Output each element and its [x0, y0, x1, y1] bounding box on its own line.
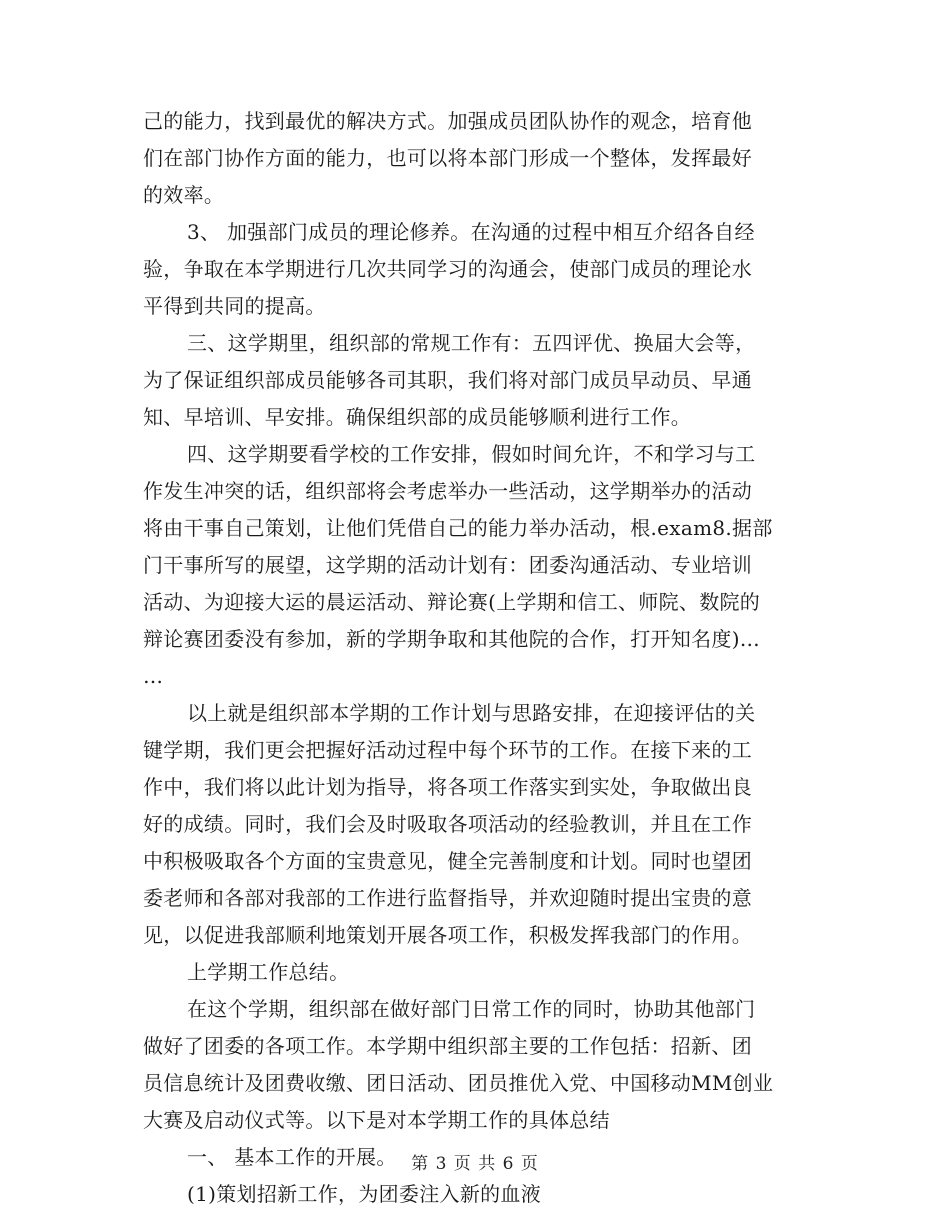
text-line: 三、这学期里，组织部的常规工作有：五四评优、换届大会等， — [187, 331, 756, 355]
text-line: 为了保证组织部成员能够各司其职，我们将对部门成员早动员、早通 — [143, 368, 752, 392]
text-line: 委老师和各部对我部的工作进行监督指导，并欢迎随时提出宝贵的意 — [143, 886, 752, 910]
text-line: … — [143, 664, 164, 688]
text-line: 在这个学期，组织部在做好部门日常工作的同时，协助其他部门 — [187, 997, 756, 1021]
text-line: 验，争取在本学期进行几次共同学习的沟通会，使部门成员的理论水 — [143, 257, 752, 281]
text-line: 大赛及启动仪式等。以下是对本学期工作的具体总结 — [143, 1108, 610, 1132]
text-line: 见，以促进我部顺利地策划开展各项工作，积极发挥我部门的作用。 — [143, 923, 752, 947]
text-line: 以上就是组织部本学期的工作计划与思路安排，在迎接评估的关 — [187, 701, 756, 725]
text-line: 员信息统计及团费收缴、团日活动、团员推优入党、中国移动MM创业 — [143, 1071, 774, 1095]
text-line: (1)策划招新工作，为团委注入新的血液 — [187, 1182, 542, 1206]
text-line: 作中，我们将以此计划为指导，将各项工作落实到实处，争取做出良 — [143, 775, 752, 799]
text-line: 四、这学期要看学校的工作安排，假如时间允许，不和学习与工 — [187, 442, 756, 466]
text-line: 己的能力，找到最优的解决方式。加强成员团队协作的观念，培育他 — [143, 109, 752, 133]
text-line: 知、早培训、早安排。确保组织部的成员能够顺利进行工作。 — [143, 405, 692, 429]
text-line: 活动、为迎接大运的晨运活动、辩论赛(上学期和信工、师院、数院的 — [143, 590, 761, 614]
text-line: 将由干事自己策划，让他们凭借自己的能力举办活动，根.exam8.据部 — [143, 516, 773, 540]
text-line: 好的成绩。同时，我们会及时吸取各项活动的经验教训，并且在工作 — [143, 812, 752, 836]
text-line: 们在部门协作方面的能力，也可以将本部门形成一个整体，发挥最好 — [143, 146, 752, 170]
text-line: 门干事所写的展望，这学期的活动计划有：团委沟通活动、专业培训 — [143, 553, 752, 577]
text-line: 上学期工作总结。 — [187, 960, 350, 984]
text-line: 3、 加强部门成员的理论修养。在沟通的过程中相互介绍各自经 — [187, 220, 755, 244]
text-line: 作发生冲突的话，组织部将会考虑举办一些活动，这学期举办的活动 — [143, 479, 752, 503]
text-line: 的效率。 — [143, 183, 225, 207]
text-line: 键学期，我们更会把握好活动过程中每个环节的工作。在接下来的工 — [143, 738, 752, 762]
document-body — [143, 103, 809, 1213]
page-number: 第 3 页 共 6 页 — [411, 1154, 539, 1174]
text-line: 做好了团委的各项工作。本学期中组织部主要的工作包括：招新、团 — [143, 1034, 752, 1058]
text-line: 一、 基本工作的开展。 — [187, 1145, 397, 1169]
text-line: 辩论赛团委没有参加，新的学期争取和其他院的合作，打开知名度)… — [143, 627, 761, 651]
text-line: 中积极吸取各个方面的宝贵意见，健全完善制度和计划。同时也望团 — [143, 849, 752, 873]
text-line: 平得到共同的提高。 — [143, 294, 326, 318]
